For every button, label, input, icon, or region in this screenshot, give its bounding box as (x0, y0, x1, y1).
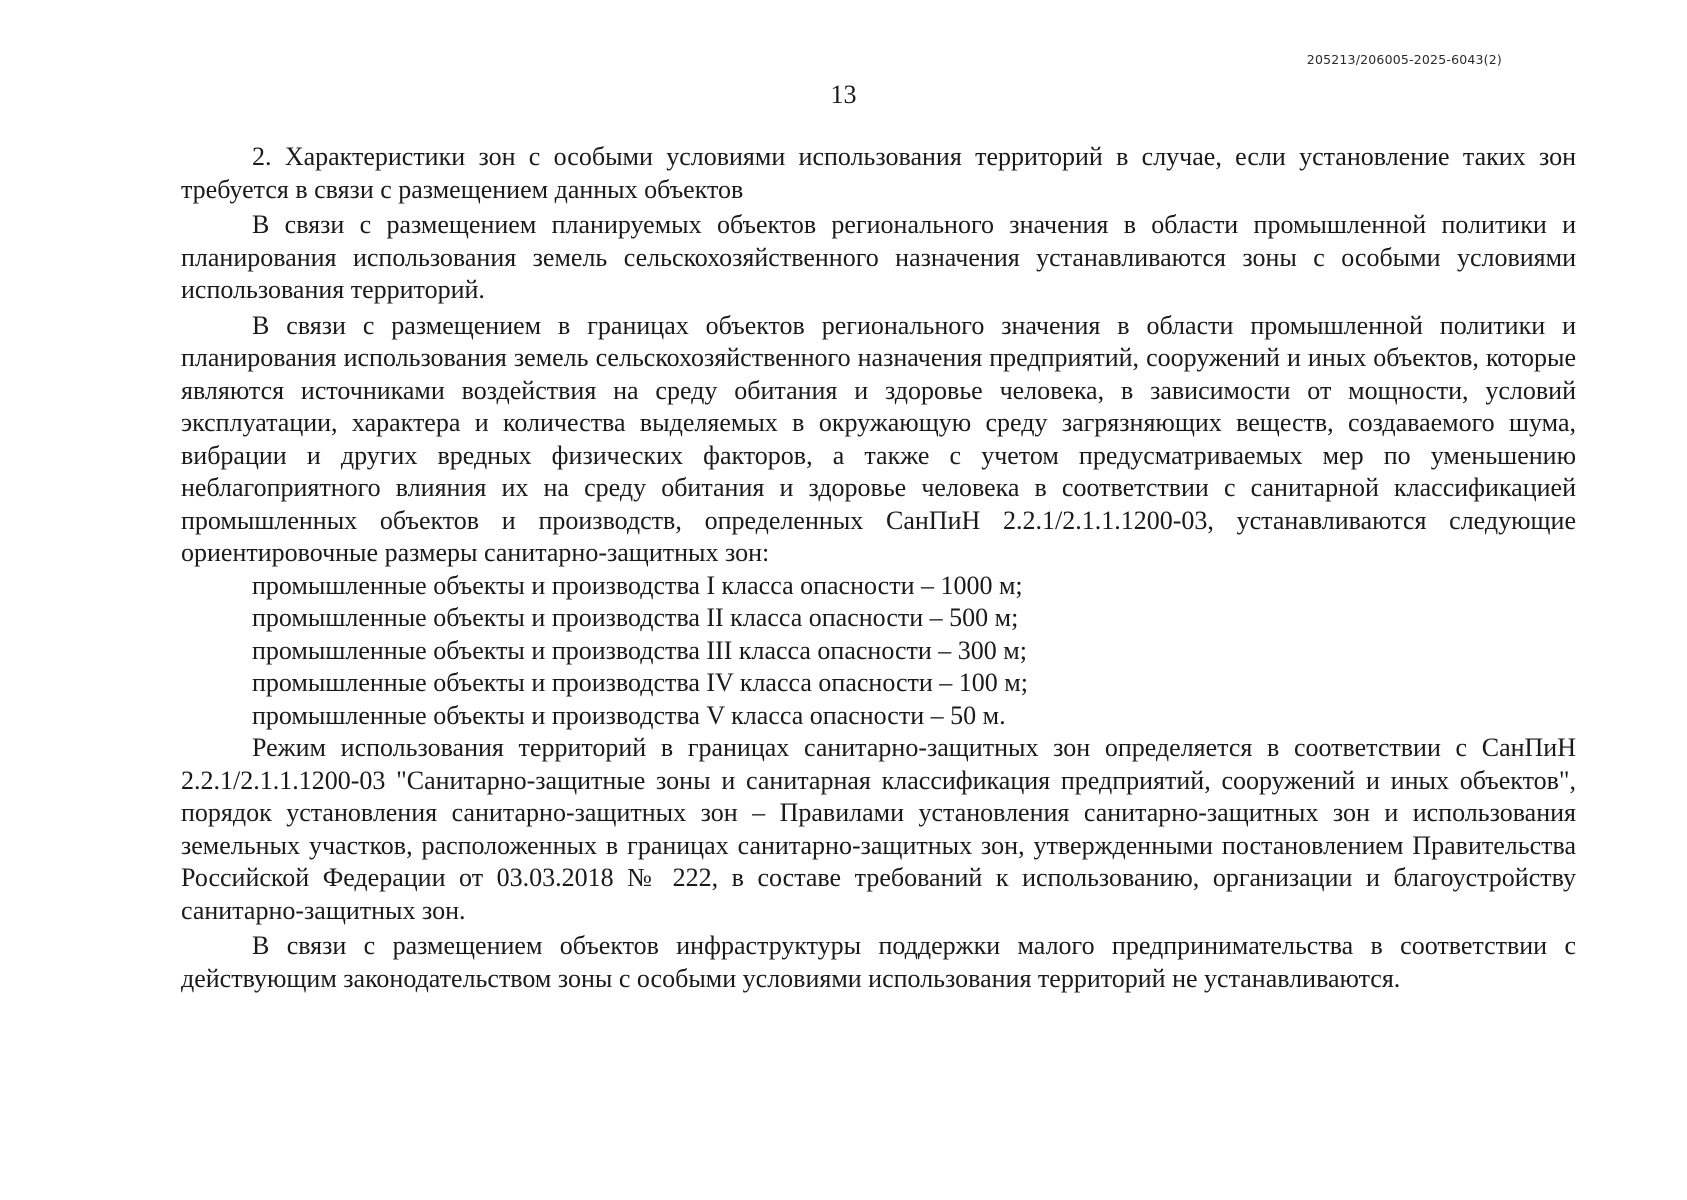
hazard-class-item: промышленные объекты и производства II класса опасности – 500 м; (252, 603, 1019, 632)
page-number: 13 (830, 80, 857, 109)
hazard-class-item: промышленные объекты и производства I класса опасности – 1000 м; (252, 570, 1023, 600)
hazard-class-item: промышленные объекты и производства V класса опасности – 50 м. (252, 700, 1006, 730)
hazard-class-item: промышленные объекты и производства III класса опасности – 300 м; (252, 635, 1027, 665)
document-number: 205213/206005-2025-6043(2) (1306, 52, 1502, 67)
paragraph-usage-regime: Режим использования территорий в границах санитарно-защитных зон определяется в соответствии с СанПиН 2.2.1/2.1.1.1200-03 "Санитарно-защитные зоны и санитарная классификация предприятий, сооружений и иных объектов", порядок установления санитарно-защитных зон – Правилами установления санитарно-защитных зон и использования земельных участков, расположенных в границах санитарно-защитных зон, утвержденными постановлением Правительства Российской Федерации от 03.03.2018 № 222, в составе требований к использованию, организации и благоустройству санитарно-защитных зон. (181, 733, 1576, 925)
paragraph-small-business: В связи с размещением объектов инфраструктуры поддержки малого предпринимательства в соответствии с действующим законодательством зоны с особыми условиями использования территорий не устанавливаются. (181, 931, 1576, 993)
hazard-class-item: промышленные объекты и производства IV класса опасности – 100 м; (252, 668, 1028, 697)
paragraph-sanitary-zones: В связи с размещением в границах объектов регионального значения в области промышленной политики и планирования использования земель сельскохозяйственного назначения предприятий, сооружений и иных объектов, которые являются источниками воздействия на среду обитания и здоровье человека, в зависимости от мощности, условий эксплуатации, характера и количества выделяемых в окружающую среду загрязняющих веществ, создаваемого шума, вибрации и других вредных физических факторов, а также с учетом предусматриваемых мер по уменьшению неблагоприятного влияния их на среду обитания и здоровье человека в соответствии с санитарной классификацией промышленных объектов и производств, определенных СанПиН 2.2.1/2.1.1.1200-03, устанавливаются следующие ориентировочные размеры санитарно-защитных зон: (181, 310, 1576, 567)
paragraph-zones-established: В связи с размещением планируемых объектов регионального значения в области промышленной политики и планирования использования земель сельскохозяйственного назначения устанавливаются зоны с особыми условиями использования территорий. (181, 210, 1576, 304)
document-body (181, 141, 1576, 995)
section-heading: 2. Характеристики зон с особыми условиями использования территорий в случае, если установление таких зон требуется в связи с размещением данных объектов (181, 142, 1576, 204)
